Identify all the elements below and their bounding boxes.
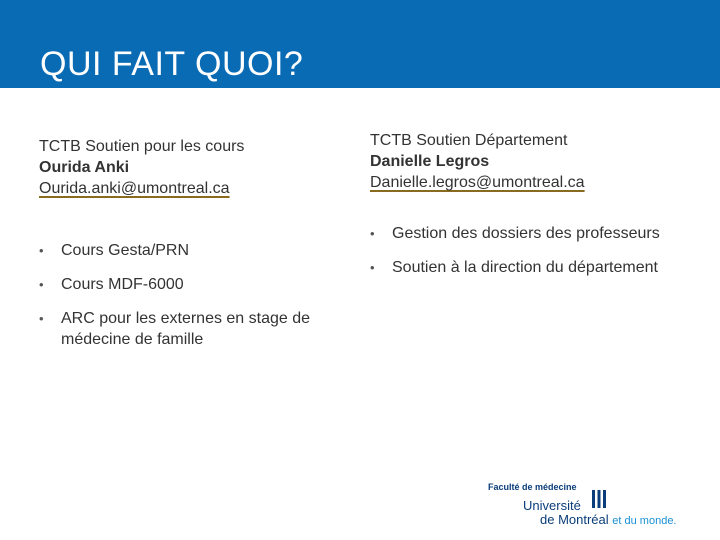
list-item: • Cours MDF-6000 [39, 274, 349, 295]
list-item: • Gestion des dossiers des professeurs [370, 223, 670, 244]
contact-right [370, 130, 700, 193]
contact-right-name: Danielle Legros [370, 153, 490, 170]
slide-header [0, 0, 720, 88]
list-item: • Cours Gesta/PRN [39, 240, 349, 261]
contact-left [39, 136, 349, 199]
list-item: • ARC pour les externes en stage de médecine de famille [39, 308, 349, 350]
logo-line2-wrap [540, 513, 677, 528]
left-task-list [39, 240, 349, 363]
udem-logo [488, 482, 708, 532]
logo-faculty: Faculté de médecine [488, 482, 577, 492]
list-item: • Soutien à la direction du département [370, 257, 670, 278]
logo-tagline: et du monde. [612, 515, 677, 527]
contact-right-role: TCTB Soutien Département [370, 132, 568, 149]
contact-right-email-link[interactable]: Danielle.legros@umontreal.ca [370, 174, 585, 191]
logo-line1: Université [523, 498, 581, 513]
right-task-list [370, 223, 670, 291]
udem-emblem-icon [591, 490, 607, 508]
logo-line2: de Montréal [540, 512, 609, 527]
contact-left-role: TCTB Soutien pour les cours [39, 138, 245, 155]
contact-left-name: Ourida Anki [39, 159, 130, 176]
contact-left-email-link[interactable]: Ourida.anki@umontreal.ca [39, 180, 230, 197]
slide-title: QUI FAIT QUOI? [40, 45, 304, 83]
